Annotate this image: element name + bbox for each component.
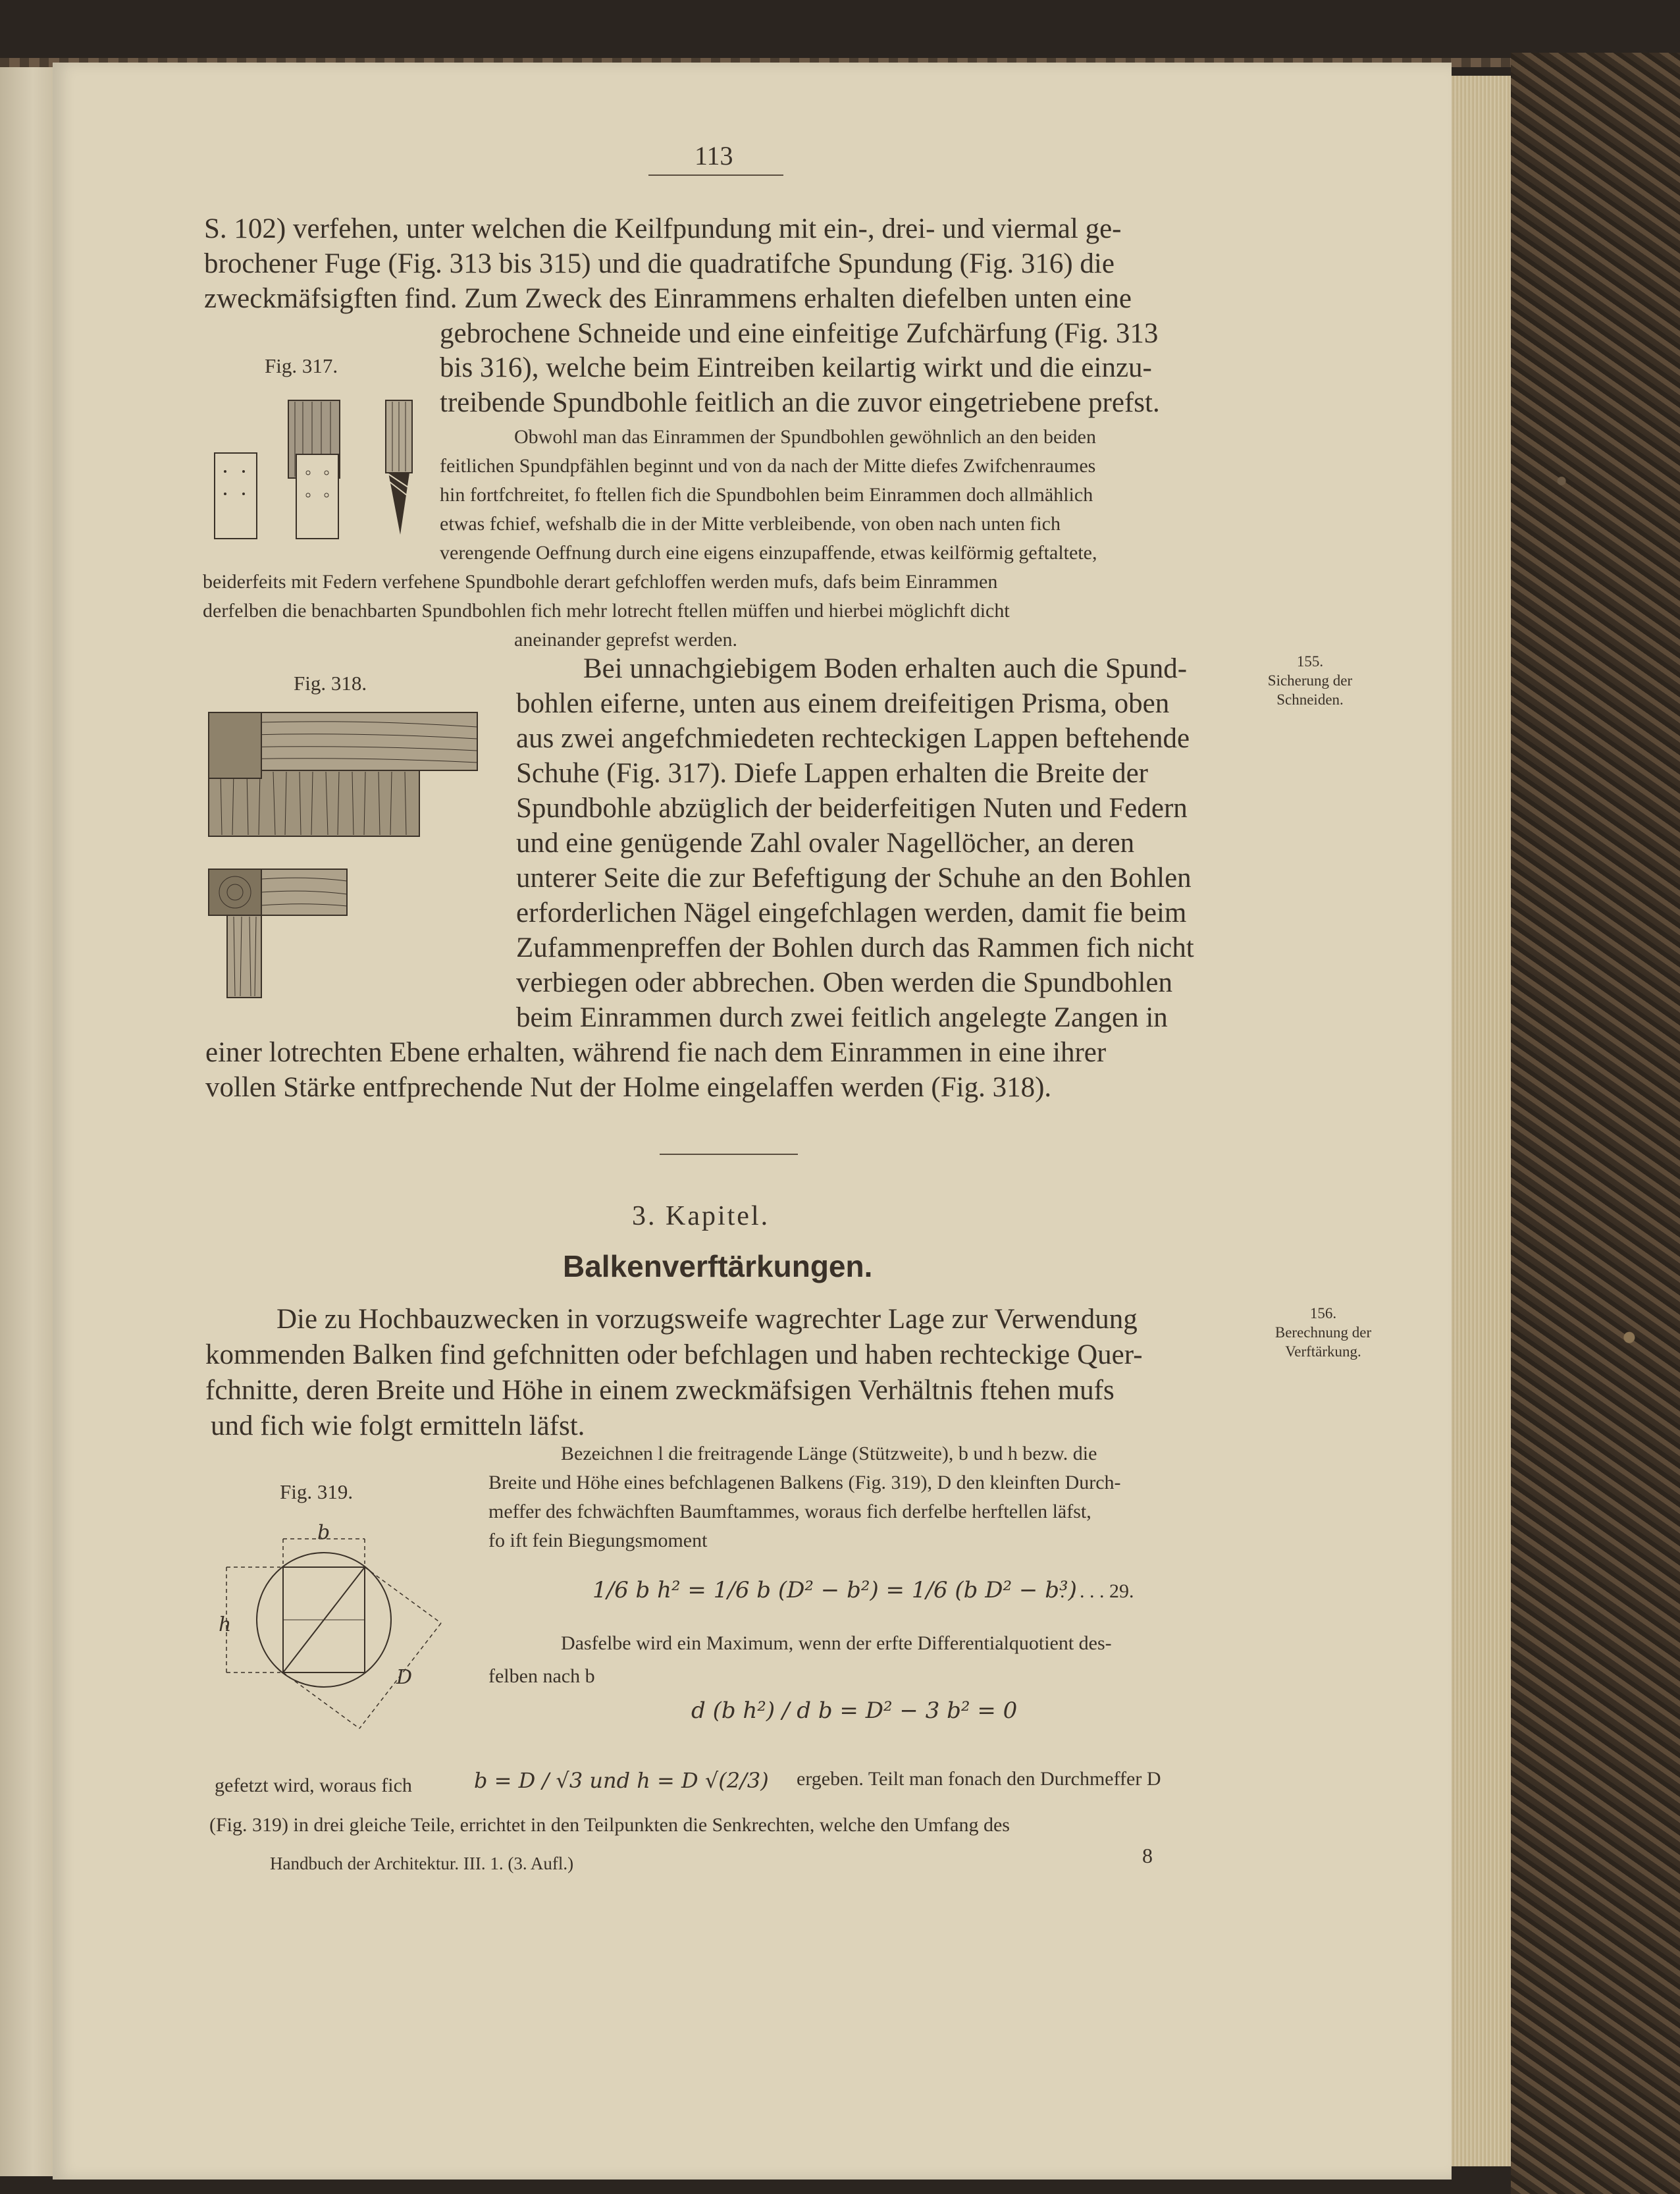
section-rule [660, 1154, 798, 1155]
footer-book-title: Handbuch der Architektur. III. 1. (3. Aufl.) [270, 1854, 574, 1873]
second-line-8: erforderlichen Nägel eingefchlagen werden, damit fie beim [516, 897, 1187, 928]
last-line-1a: gefetzt wird, woraus fich [215, 1775, 412, 1796]
fig317-drawing [209, 395, 420, 548]
equation-derivative: d (b h²) / d b = D² − 3 b² = 0 [691, 1698, 1018, 1724]
top-line-6: treibende Spundbohle feitlich an die zuvor eingetriebene prefst. [440, 387, 1160, 418]
top-line-5: bis 316), welche beim Eintreiben keilartig wirkt und die einzu- [440, 352, 1152, 383]
small-line-4: etwas fchief, wefshalb die in der Mitte verbleibende, von oben nach unten fich [440, 513, 1061, 535]
fig319-label-h: h [219, 1613, 232, 1636]
fifth-line-2: felben nach b [488, 1665, 595, 1687]
equation-29: 1/6 b h² = 1/6 b (D² − b²) = 1/6 (b D² − b³) [592, 1577, 1077, 1603]
second-line-11: beim Einrammen durch zwei feitlich angelegte Zangen in [516, 1002, 1168, 1033]
equation-29-number: . . . . . 29. [1060, 1580, 1134, 1602]
last-line-1b: ergeben. Teilt man fonach den Durchmeffer D [797, 1768, 1161, 1790]
second-line-5: Spundbohle abzüglich der beiderfeitigen Nuten und Federn [516, 793, 1188, 824]
margin-note-156-number: 156. [1309, 1305, 1337, 1322]
header-rule [648, 174, 783, 176]
small-line-8: aneinander geprefst werden. [514, 629, 737, 651]
fourth-line-1: Bezeichnen l die freitragende Länge (Stützweite), b und h bezw. die [561, 1443, 1097, 1464]
second-line-13: vollen Stärke entfprechende Nut der Holme eingelaffen werden (Fig. 318). [205, 1072, 1052, 1103]
fig317-caption: Fig. 317. [265, 354, 338, 377]
fig318-drawing [207, 711, 484, 1001]
second-line-10: verbiegen oder abbrechen. Oben werden die Spundbohlen [516, 967, 1172, 998]
third-line-2: kommenden Balken find gefchnitten oder befchlagen und haben rechteckige Quer- [205, 1339, 1143, 1370]
page-number: 113 [695, 141, 733, 171]
margin-note-156 [1267, 1304, 1379, 1361]
fourth-line-2: Breite und Höhe eines befchlagenen Balkens (Fig. 319), D den kleinften Durch- [488, 1472, 1121, 1493]
third-line-1: Die zu Hochbauzwecken in vorzugsweife wagrechter Lage zur Verwendung [276, 1304, 1138, 1335]
second-line-4: Schuhe (Fig. 317). Diefe Lappen erhalten die Breite der [516, 758, 1148, 789]
top-line-2: brochener Fuge (Fig. 313 bis 315) und die quadratifche Spundung (Fig. 316) die [204, 248, 1115, 279]
margin-note-155-number: 155. [1296, 653, 1324, 670]
third-line-4: und fich wie folgt ermitteln läfst. [211, 1410, 585, 1441]
margin-note-155-text: Sicherung der Schneiden. [1267, 672, 1353, 708]
second-line-2: bohlen eiferne, unten aus einem dreifeitigen Prisma, oben [516, 688, 1170, 719]
chapter-title: Balkenverftärkungen. [563, 1249, 873, 1283]
chapter-number: 3. Kapitel. [632, 1201, 770, 1231]
second-line-3: aus zwei angefchmiedeten rechteckigen Lappen beftehende [516, 723, 1190, 754]
fig319-label-b: b [317, 1521, 330, 1544]
second-line-1: Bei unnachgiebigem Boden erhalten auch die Spund- [583, 653, 1188, 684]
fourth-line-3: meffer des fchwächften Baumftammes, woraus fich derfelbe herftellen läfst, [488, 1501, 1091, 1522]
signature-mark: 8 [1142, 1844, 1153, 1867]
fourth-line-4: fo ift fein Biegungsmoment [488, 1530, 708, 1551]
small-line-6: beiderfeits mit Federn verfehene Spundbohle derart gefchloffen werden mufs, dafs beim Einrammen [203, 571, 998, 593]
second-line-12: einer lotrechten Ebene erhalten, während fie nach dem Einrammen in eine ihrer [205, 1037, 1107, 1068]
fig318-caption: Fig. 318. [294, 672, 367, 695]
small-line-3: hin fortfchreitet, fo ftellen fich die Spundbohlen beim Einrammen doch allmählich [440, 484, 1093, 506]
second-line-7: unterer Seite die zur Befeftigung der Schuhe an den Bohlen [516, 863, 1192, 894]
fig319-label-D: D [396, 1666, 413, 1689]
top-line-1: S. 102) verfehen, unter welchen die Keilfpundung mit ein-, drei- und viermal ge- [204, 213, 1122, 244]
margin-note-155 [1261, 652, 1359, 709]
top-line-4: gebrochene Schneide und eine einfeitige Zufchärfung (Fig. 313 [440, 318, 1159, 349]
left-page-edge [0, 63, 55, 2176]
small-line-1: Obwohl man das Einrammen der Spundbohlen gewöhnlich an den beiden [514, 426, 1096, 448]
fifth-line-1: Dasfelbe wird ein Maximum, wenn der erfte Differentialquotient des- [561, 1632, 1112, 1654]
inline-formula: b = D / √3 und h = D √(2/3) [474, 1768, 769, 1793]
top-line-3: zweckmäfsigften find. Zum Zweck des Einrammens erhalten diefelben unten eine [204, 283, 1132, 314]
fig319-drawing [217, 1524, 454, 1742]
small-line-7: derfelben die benachbarten Spundbohlen fich mehr lotrecht ftellen müffen und hierbei möglichft dicht [203, 600, 1010, 622]
page-stack-edge [1452, 76, 1511, 2166]
second-line-9: Zufammenpreffen der Bohlen durch das Rammen fich nicht [516, 932, 1194, 963]
last-line-2: (Fig. 319) in drei gleiche Teile, errichtet in den Teilpunkten die Senkrechten, welche den Umfang des [209, 1814, 1010, 1836]
third-line-3: fchnitte, deren Breite und Höhe in einem zweckmäfsigen Verhältnis ftehen mufs [205, 1375, 1115, 1406]
book-cover [1511, 53, 1680, 2194]
fig319-caption: Fig. 319. [280, 1480, 354, 1503]
small-line-5: verengende Oeffnung durch eine eigens einzupaffende, etwas keilförmig geftaltete, [440, 542, 1097, 564]
small-line-2: feitlichen Spundpfählen beginnt und von da nach der Mitte diefes Zwifchenraumes [440, 455, 1096, 477]
second-line-6: und eine genügende Zahl ovaler Nagellöcher, an deren [516, 828, 1135, 859]
margin-note-156-text: Berechnung der Verftärkung. [1274, 1324, 1372, 1360]
